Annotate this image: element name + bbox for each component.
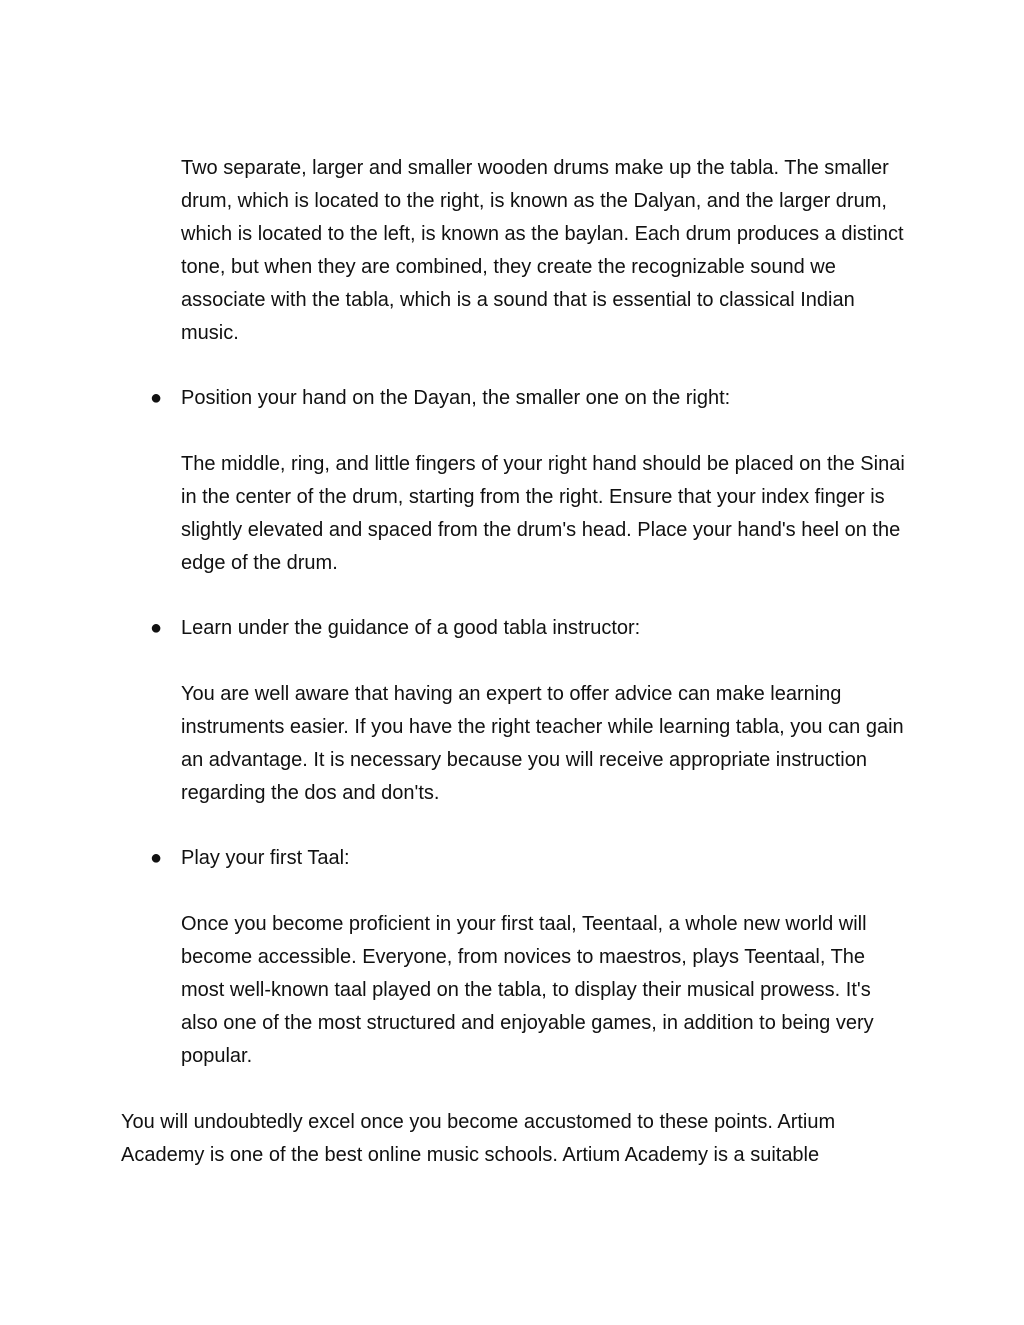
bullet-heading: Learn under the guidance of a good tabla instructor: [181,617,641,639]
bullet-dot: ● [150,617,163,639]
bullet-heading: Play your first Taal: [181,847,350,869]
bullet-item-first-taal [150,842,910,875]
bullet-dot: ● [150,387,163,409]
bullet-body-paragraph: Once you become proficient in your first taal, Teentaal, a whole new world will become accessible. Everyone, from novices to maestros, plays Teentaal, The most well-known taal played on the tabla, to display their musical prowess. It's also one of the most structured and enjoyable games, in addition to being very popular. [181,913,874,1067]
bullet-item-instructor [150,612,910,645]
intro-paragraph: Two separate, larger and smaller wooden drums make up the tabla. The smaller drum, which is located to the right, is known as the Dalyan, and the larger drum, which is located to the left, is known as the baylan. Each drum produces a distinct tone, but when they are combined, they create the recognizable sound we associate with the tabla, which is a sound that is essential to classical Indian music. [181,157,904,344]
bullet-body-paragraph: The middle, ring, and little fingers of your right hand should be placed on the Sinai in the center of the drum, starting from the right. Ensure that your index finger is slightly elevated and spaced from the drum's head. Place your hand's heel on the edge of the drum. [181,453,905,574]
bullet-dot: ● [150,847,163,869]
closing-paragraph: You will undoubtedly excel once you become accustomed to these points. Artium Academy is one of the best online music schools. Artium Academy is a suitable [121,1111,836,1166]
bullet-heading: Position your hand on the Dayan, the smaller one on the right: [181,387,731,409]
bullet-item-hand-position [150,382,910,415]
bullet-body-paragraph: You are well aware that having an expert to offer advice can make learning instruments easier. If you have the right teacher while learning tabla, you can gain an advantage. It is necessary because you will receive appropriate instruction regarding the dos and don'ts. [181,683,904,804]
